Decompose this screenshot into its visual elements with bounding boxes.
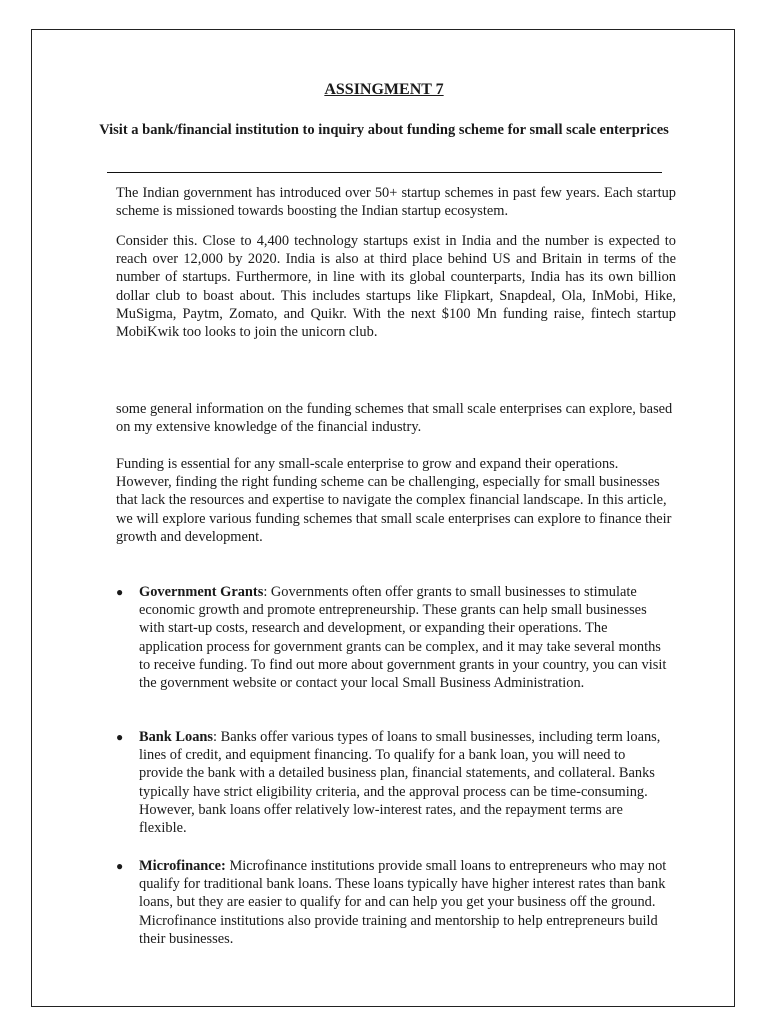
- bullet-text-government-grants: Governments often offer grants to small businesses to stimulate economic growth and promote entrepreneurship. These grants can help small businesses with start-up costs, research and development, or expanding their operations. The application process for government grants can be complex, and it may take several months to receive funding. To find out more about government grants in your country, you can visit the government website or contact your local Small Business Administration.: [139, 584, 667, 692]
- bullet-icon: ●: [116, 585, 124, 599]
- list-item-bank-loans: [112, 728, 668, 837]
- list-item-microfinance: [112, 857, 668, 948]
- term-government-grants: Government Grants: [139, 584, 264, 600]
- bullet-list-grants: [112, 583, 668, 692]
- paragraph-general-info: some general information on the funding schemes that small scale enterprises can explore, based on my extensive knowledge of the financial industry.: [116, 401, 673, 436]
- term-separator: :: [263, 584, 268, 600]
- term-bank-loans: Bank Loans: [139, 729, 213, 745]
- bullet-list-microfinance: [112, 857, 668, 948]
- bullet-icon: ●: [116, 859, 124, 873]
- paragraph-funding-overview: Funding is essential for any small-scale enterprise to grow and expand their operations. However, finding the right funding scheme can be challenging, especially for small businesses that lack the resources and expertise to navigate the complex financial landscape. In this article, we will explore various funding schemes that small scale enterprises can explore to finance their growth and development.: [116, 456, 672, 545]
- bullet-text-microfinance: Microfinance institutions provide small loans to entrepreneurs who may not qualify for traditional bank loans. These loans typically have higher interest rates than bank loans, but they are easier to qualify for and can help you get your business off the ground. Microfinance institutions also provide training and mentorship to help entrepreneurs build their businesses.: [139, 858, 667, 947]
- paragraph-intro: The Indian government has introduced over 50+ startup schemes in past few years. Each startup scheme is missioned towards boosting the Indian startup ecosystem.: [116, 185, 676, 220]
- paragraph-startup-stats: Consider this. Close to 4,400 technology startups exist in India and the number is expected to reach over 12,000 by 2020. India is also at third place behind US and Britain in terms of the number of startups. Furthermore, in line with its global counterparts, India has its own billion dollar club to boast about. This includes startups like Flipkart, Snapdeal, Ola, InMobi, Hike, MuSigma, Paytm, Zomato, and Quikr. With the next $100 Mn funding raise, fintech startup MobiKwik too looks to join the unicorn club.: [116, 233, 676, 341]
- page-subtitle: Visit a bank/financial institution to inquiry about funding scheme for small scale enterprices: [99, 122, 669, 138]
- title-divider: [107, 172, 662, 173]
- list-item-government-grants: [112, 583, 668, 692]
- bullet-list-loans: [112, 728, 668, 837]
- bullet-text-bank-loans: Banks offer various types of loans to small businesses, including term loans, lines of credit, and equipment financing. To qualify for a bank loan, you will need to provide the bank with a detailed business plan, financial statements, and collateral. Banks typically have strict eligibility criteria, and the approval process can be time-consuming. However, bank loans offer relatively low-interest rates, and the repayment terms are flexible.: [139, 729, 661, 837]
- term-microfinance: Microfinance:: [139, 858, 226, 874]
- page-title: ASSINGMENT 7: [324, 81, 444, 98]
- bullet-icon: ●: [116, 730, 124, 744]
- term-separator: :: [213, 729, 217, 745]
